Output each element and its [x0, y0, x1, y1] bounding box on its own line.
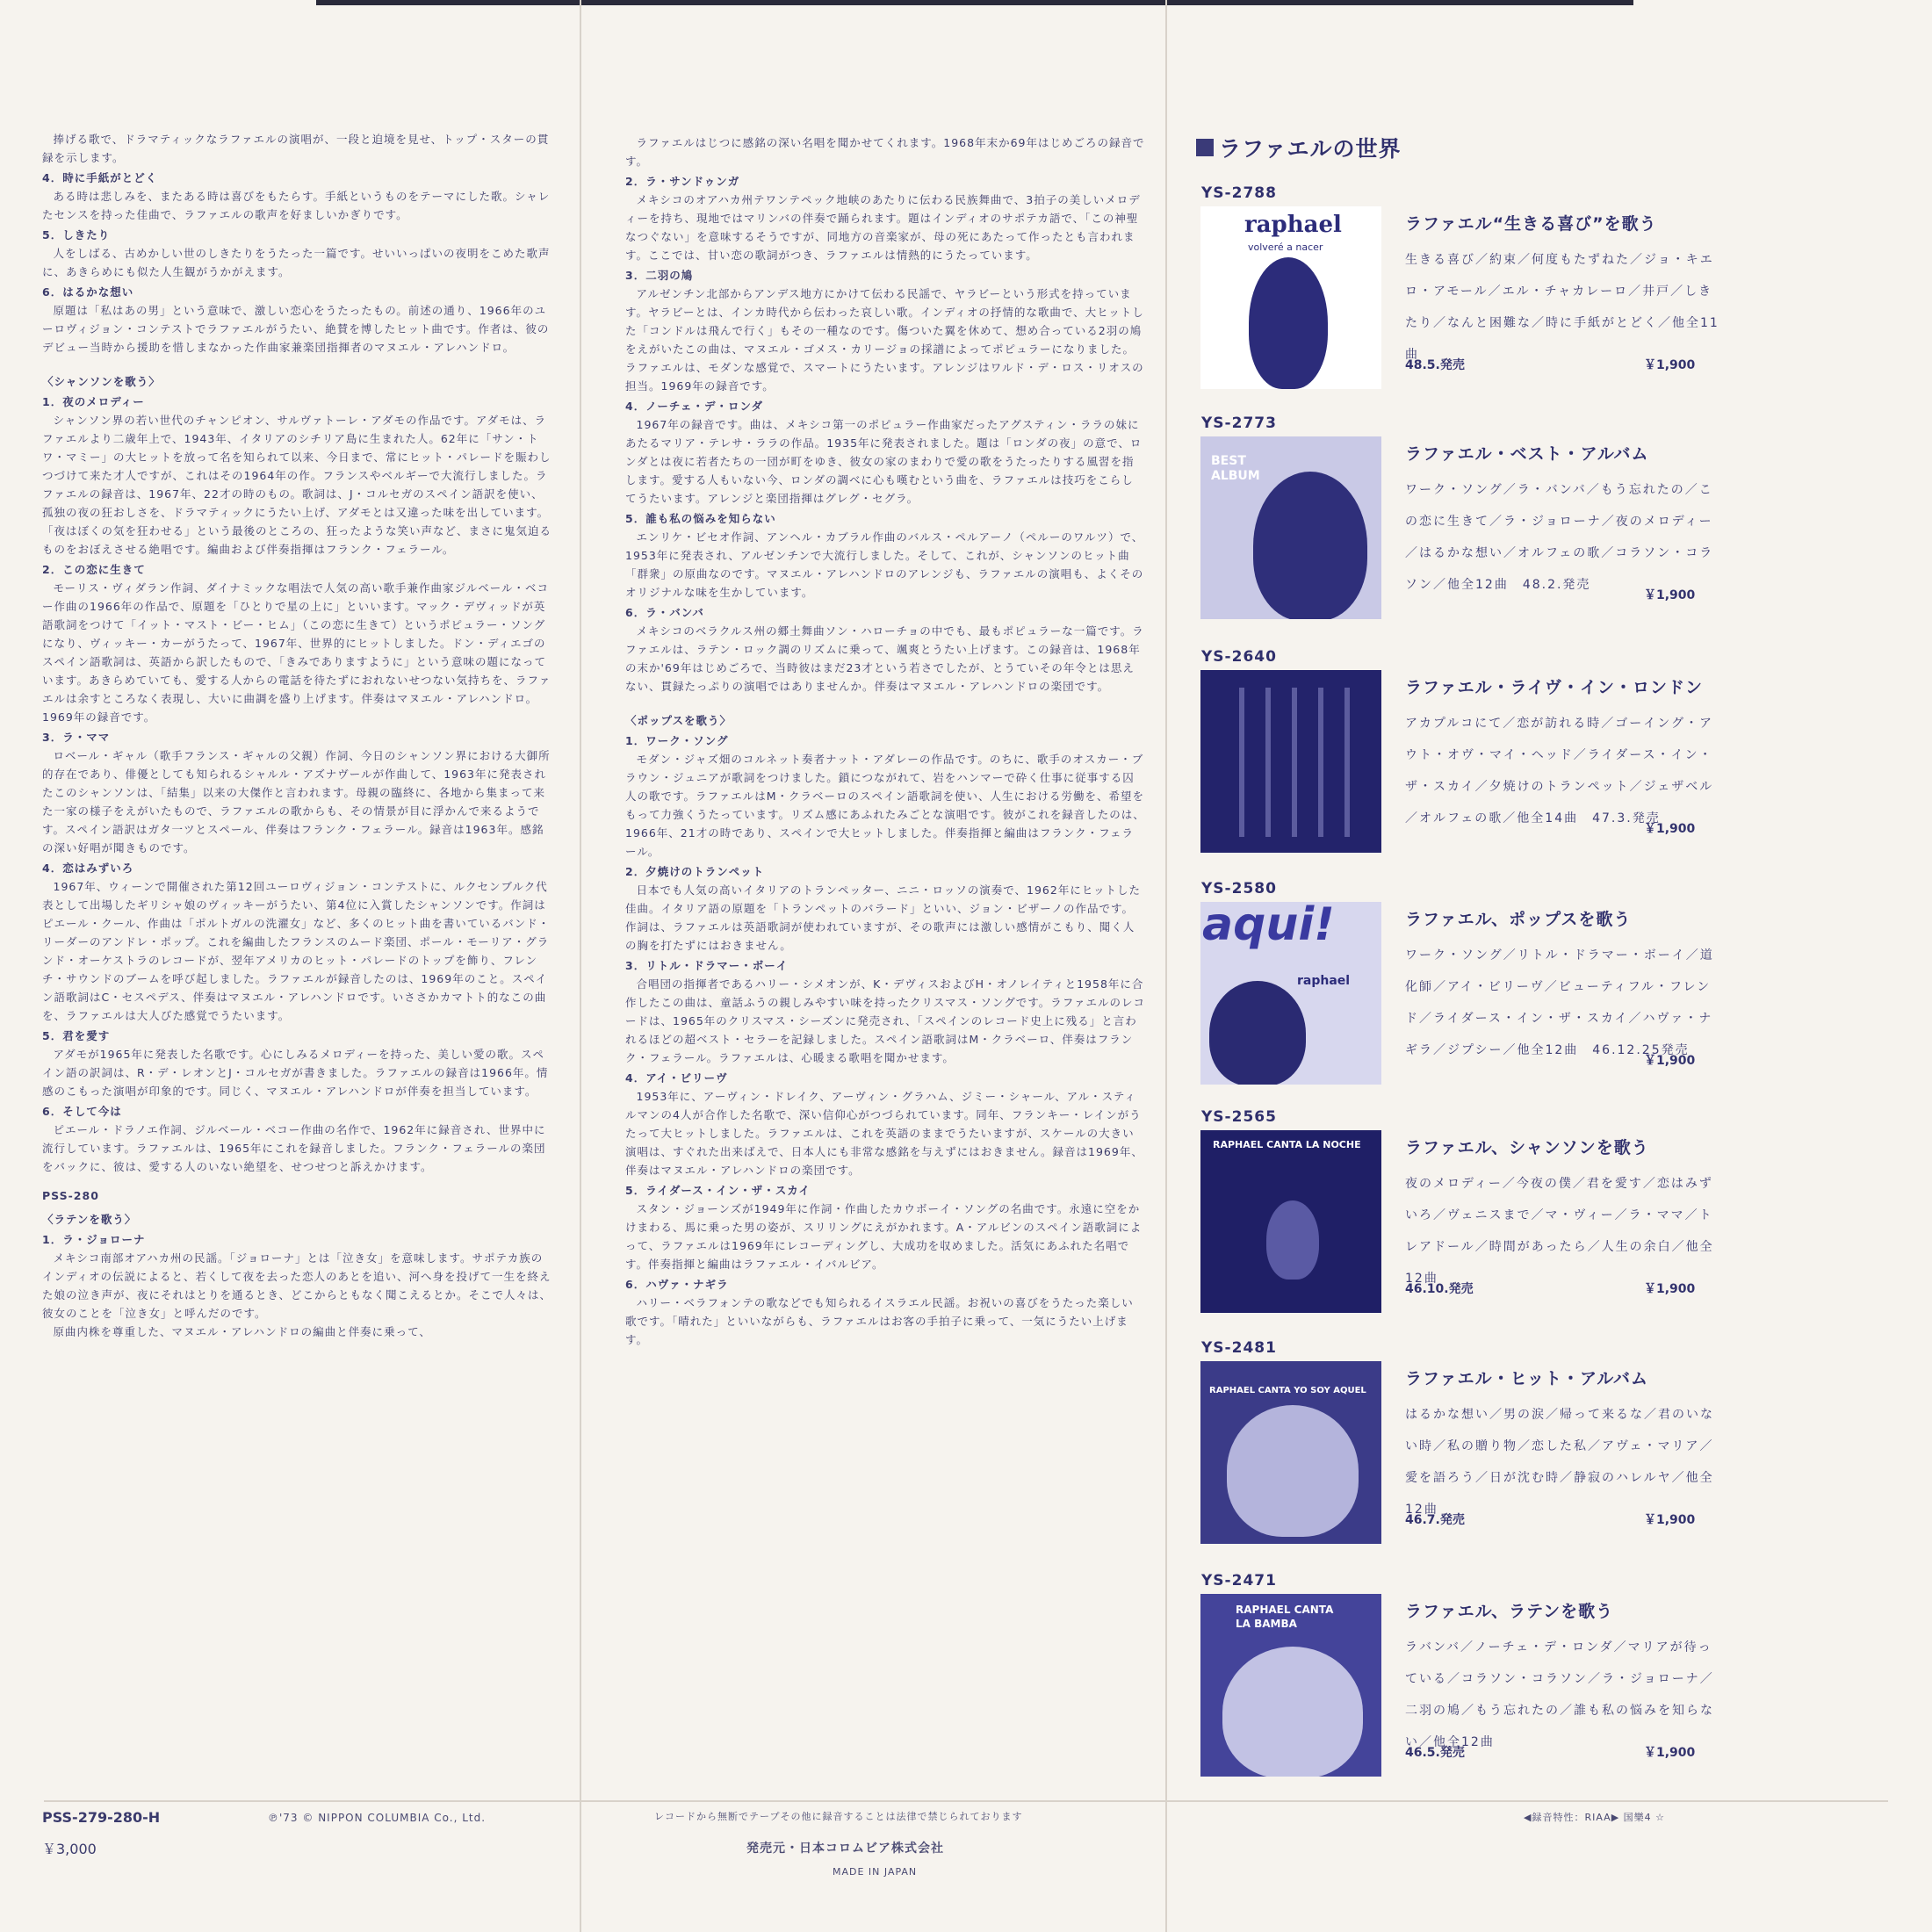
record-price: ￥3,000	[42, 1841, 97, 1857]
paragraph: ピエール・ドラノエ作詞、ジルベール・ベコー作曲の名作で、1962年に録音され、世界中に流行しています。ラファエルは、1965年にこれを録音しました。フランク・フェラールの楽団をバックに、彼は、愛する人のいない絶望を、せつせつと訴えかけます。	[42, 1123, 546, 1173]
album-cover	[1200, 670, 1381, 853]
artist-photo	[1227, 1405, 1359, 1537]
album-title: ラファエル・ベスト・アルバム	[1405, 444, 1649, 464]
cover-logo: raphael	[1244, 212, 1342, 238]
song-heading: 6．はるかな想い	[42, 285, 134, 299]
paragraph: メキシコ南部オアハカ州の民謡。「ジョローナ」とは「泣き女」を意味します。サポテカ族のインディオの伝説によると、若くして夜を去った恋人のあとを追い、河へ身を投げて一生を終えた娘の泣き声が、夜にそれはとりを通るとき、どこからともなく聞こえるとか。そこで人々は、彼女のことを「泣き女」と呼んだのです。	[42, 1251, 552, 1320]
paragraph: 原曲内株を尊重した、マヌエル・アレハンドロの編曲と伴奏に乗って、	[53, 1325, 431, 1338]
paragraph: モダン・ジャズ畑のコルネット奏者ナット・アダレーの作品です。のちに、歌手のオスカー・ブラウン・ジュニアが歌詞をつけました。鎖につながれて、岩をハンマーで砕く仕事に従事する囚人の歌です。ラファエルはM・クラベーロのスペイン語歌詞を使い、人生における労働を、希望をもって力強くうたっています。リズム感にあふれたみごとな演唱です。彼がこれを録音したのは、1966年、21才の時であり、スペインで大ヒットしました。伴奏指揮と編曲はフランク・フェラール。	[625, 753, 1145, 858]
album-cover	[1200, 902, 1381, 1085]
paragraph: ロベール・ギャル（歌手フランス・ギャルの父親）作詞、今日のシャンソン界における大御所的存在であり、俳優としても知られるシャルル・アズナヴールが作曲して、1963年に発表されたこのシャンソンは、「結集」以来の大傑作と言われます。母親の臨終に、各地から集まって来た一家の様子をえがいたもので、ラファエルの歌からも、その情景が目に浮かんで来るようです。スペイン語訳はガタ一ツとスペール、伴奏はフランク・フェラール。録音は1963年。感銘の深い好唱が聞きものです。	[42, 749, 551, 854]
album-entry	[1196, 648, 1723, 868]
cover-logo: RAPHAEL CANTA YO SOY AQUEL	[1209, 1386, 1366, 1395]
paragraph: 合唱団の指揮者であるハリー・シメオンが、K・デヴィスおよびH・オノレイティと1958年に合作したこの曲は、童話ふうの親しみやすい味を持ったクリスマス・ソングです。ラファエルのレコードは、1965年のクリスマス・シーズンに発売され、「スペインのレコード史上に残る」と言われるほどの超ベスト・セラーを記録しました。スペイン語歌詞はM・クラベーロ、伴奏はフランク・フェラール。ラファエルは、心暖まる歌唱を聞かせます。	[625, 977, 1145, 1064]
album-price: ￥1,900	[1644, 1282, 1696, 1296]
cover-subtitle: volveré a nacer	[1248, 242, 1323, 253]
column-divider-right	[1165, 0, 1167, 1932]
song-heading: 4．アイ・ビリーヴ	[625, 1071, 728, 1085]
album-code: YS-2640	[1201, 648, 1277, 666]
paragraph: メキシコのベラクルス州の郷土舞曲ソン・ハローチョの中でも、最もポピュラーな一篇です。ラファエルは、ラテン・ロック調のリズムに乗って、颯爽とうたい上げます。この録音は、1968年の末か'69年はじめごろで、当時彼はまだ23才という若さでしたが、とうていその年令とは思えない、貫録たっぷりの演唱ではありませんか。伴奏はマヌエル・アレハンドロの楽団です。	[625, 624, 1144, 693]
catalog-number: PSS-279-280-H	[42, 1809, 161, 1826]
album-cover	[1200, 1130, 1381, 1313]
footer-divider	[44, 1800, 1888, 1802]
paragraph: 人をしばる、古めかしい世のしきたりをうたった一篇です。せいいっぱいの夜明をこめた歌声に、あきらめにも似た人生観がうかがえます。	[42, 247, 551, 278]
album-entry	[1196, 1572, 1723, 1791]
album-title: ラファエル・ヒット・アルバム	[1405, 1369, 1648, 1388]
album-title: ラファエル、シャンソンを歌う	[1405, 1138, 1649, 1157]
paragraph: 1967年の録音です。曲は、メキシコ第一のポピュラー作曲家だったアグスティン・ララの妹にあたるマリア・テレサ・ララの作品。1935年に発表されました。題は「ロンダの夜」の意で、ロンダとは夜に若者たちの一団が町をゆき、彼女の家のまわりで愛の歌をうたったりする風習を指します。愛する人もいない今、ロンダの調べに心も嘆むという曲を、ラファエルは技巧をこらしてうたいます。アレンジと楽団指揮はグレグ・セグラ。	[625, 418, 1143, 505]
cover-logo: RAPHAEL CANTA LA NOCHE	[1213, 1139, 1361, 1150]
song-heading: 5．ライダース・イン・ザ・スカイ	[625, 1184, 811, 1197]
top-edge-bar	[316, 0, 1633, 5]
section-heading: 〈ラテンを歌う〉	[42, 1213, 137, 1226]
catalog-heading	[1196, 132, 1723, 163]
artist-photo	[1222, 1647, 1363, 1777]
cover-subtitle: raphael	[1297, 974, 1351, 988]
album-price: ￥1,900	[1644, 358, 1696, 372]
artist-photo	[1249, 257, 1328, 389]
paragraph: メキシコのオアハカ州テワンテペック地峡のあたりに伝わる民族舞曲で、3拍子の美しいメロディーを持ち、現地ではマリンバの伴奏で踊られます。題はインディオのサポテカ語で、「この神聖なつぐない」を意味するそうですが、同地方の音楽家が、母の死にあたって作ったとも言われます。ここでは、甘い恋の歌詞がつき、ラファエルは情熱的にうたっています。	[625, 193, 1141, 262]
side-code: PSS-280	[42, 1189, 99, 1202]
paragraph: エンリケ・ビセオ作詞、アンヘル・カブラル作曲のバルス・ペルアーノ（ペルーのワルツ）で、1953年に発表され、アルゼンチンで大流行しました。そして、これが、シャンソンのヒット曲「群衆」の原曲なのです。マヌエル・アレハンドロのアレンジも、ラファエルの演唱も、よくそのオリジナルな味を生かしています。	[625, 530, 1144, 599]
paragraph: スタン・ジョーンズが1949年に作詞・作曲したカウボーイ・ソングの名曲です。永遠に空をかけまわる、馬に乗った男の姿が、スリリングにえがかれます。A・アルビンのスペイン語歌詞によって、ラファエルは1969年にレコーディングし、大成功を収めました。活気にあふれた名唱です。伴奏指揮と編曲はラファエル・イバルビア。	[625, 1202, 1143, 1271]
liner-notes-middle-column	[625, 133, 1145, 1784]
paragraph: ハリー・ベラフォンテの歌などでも知られるイスラエル民謡。お祝いの喜びをうたった楽しい歌です。「晴れた」といいながらも、ラファエルはお客の手拍子に乗って、一気にうたい上げます。	[625, 1296, 1134, 1346]
column-divider-left	[580, 0, 581, 1932]
riaa-notice: ◀録音特性：RIAA▶ 国樂4 ☆	[1524, 1812, 1666, 1823]
album-entry	[1196, 184, 1723, 404]
album-cover	[1200, 206, 1381, 389]
album-code: YS-2471	[1201, 1572, 1277, 1590]
album-catalog	[1196, 132, 1723, 1800]
artist-photo	[1209, 981, 1306, 1085]
song-heading: 5．しきたり	[42, 228, 111, 242]
album-title: ラファエル、ポップスを歌う	[1405, 910, 1632, 929]
song-heading: 6．ハヴァ・ナギラ	[625, 1278, 729, 1291]
album-code: YS-2481	[1201, 1339, 1277, 1357]
song-heading: 6．そして今は	[42, 1105, 122, 1118]
album-cover	[1200, 1361, 1381, 1544]
album-cover	[1200, 1594, 1381, 1777]
album-code: YS-2565	[1201, 1108, 1277, 1126]
album-entry	[1196, 880, 1723, 1099]
song-heading: 6．ラ・バンバ	[625, 606, 704, 619]
song-heading: 3．リトル・ドラマー・ボーイ	[625, 959, 789, 972]
stage-photo	[1218, 688, 1367, 837]
album-entry	[1196, 1108, 1723, 1328]
album-code: YS-2773	[1201, 415, 1277, 432]
song-heading: 1．ラ・ジョローナ	[42, 1233, 146, 1246]
paragraph: 日本でも人気の高いイタリアのトランペッター、ニニ・ロッソの演奏で、1962年にヒットした佳曲。イタリア語の原題を「トランペットのバラード」といい、ジョン・ビザーノの作品です。作詞は、ラファエルは英語歌詞が使われていますが、その歌声には激しい感情がこもり、聞く人の胸を打たずにはおきません。	[625, 883, 1141, 952]
album-tracklist: はるかな想い／男の涙／帰って来るな／君のいない時／私の贈り物／恋した私／アヴェ・マリア／愛を語ろう／日が沈む時／静寂のハレルヤ／他全12曲	[1405, 1408, 1714, 1517]
artist-photo	[1253, 472, 1367, 619]
paragraph: シャンソン界の若い世代のチャンピオン、サルヴァトーレ・アダモの作品です。アダモは、ラファエルより二歳年上で、1943年、イタリアのシチリア島に生まれた人。62年に「サン・トワ・マミー」の大ヒットを放って名を知られて以来、今日まで、常にヒット・パレードを賑わしつづけて来た才人ですが、これはその1964年の作。フランスやベルギーで大流行しました。ラファエルの録音は、1967年、22才の時のもの。歌詞は、J・コルセガのスペイン語訳を使い、孤独の夜の狂おしさを、ドラマティックにうたい上げ、アダモとは又違った味を出しています。「夜はぼくの気を狂わせる」という最後のところの、狂ったような笑い声など、まさに鬼気迫るものをおぼえさせる絶唱です。編曲および伴奏指揮はフランク・フェラール。	[42, 414, 552, 556]
album-price: ￥1,900	[1644, 822, 1696, 836]
copy-warning: レコードから無断でテープその他に録音することは法律で禁じられております	[654, 1811, 1023, 1822]
made-in-label: MADE IN JAPAN	[833, 1866, 918, 1878]
album-tracklist: アカプルコにて／恋が訪れる時／ゴーイング・アウト・オヴ・マイ・ヘッド／ライダース・イン・ザ・スカイ／夕焼けのトランペット／ジェザベル／オルフェの歌／他全14曲 47.3.発売	[1405, 717, 1714, 825]
cover-logo: aqui!	[1202, 902, 1335, 951]
distributor: 発売元・日本コロムビア株式会社	[746, 1842, 944, 1856]
song-heading: 1．ワーク・ソング	[625, 734, 729, 747]
album-tracklist: ワーク・ソング／ラ・バンバ／もう忘れたの／この恋に生きて／ラ・ジョローナ／夜のメロディー／はるかな想い／オルフェの歌／コラソン・コラソン／他全12曲 48.2.発売	[1405, 483, 1714, 592]
song-heading: 3．二羽の鳩	[625, 269, 694, 282]
album-cover	[1200, 436, 1381, 619]
paragraph: 1967年、ウィーンで開催された第12回ユーロヴィジョン・コンテストに、ルクセンブルク代表として出場したギリシャ娘のヴィッキーがうたい、第4位に入賞したシャンソンです。作詞はピエール・クール、作曲は「ポルトガルの洗濯女」など、多くのヒット曲を書いているバンド・リーダーのアンドレ・ポップ。これを編曲したフランスのムード楽団、ポール・モーリア・グランド・オーケストラのレコードが、翌年アメリカのヒット・パレードのトップを飾り、フレンチ・サウンドのブームを呼び起しました。ラファエルが録音したのは、1969年のこと。スペイン語歌詞はC・セスペデス、伴奏はマヌエル・アレハンドロです。いささかカマトト的なこの曲を、ラファエルは大人びた感覚でうたいます。	[42, 880, 551, 1022]
song-heading: 1．夜のメロディー	[42, 395, 145, 408]
paragraph: 1953年に、アーヴィン・ドレイク、アーヴィン・グラハム、ジミー・シャール、アル・スティルマンの4人が合作した名歌で、深い信仰心がつづられています。同年、フランキー・レインがうたって大ヒットしました。ラファエルは、これを英語のままでうたいますが、スケールの大きい演唱は、すぐれた出来ばえで、日本人にも非常な感銘を与えずにはおきません。録音は1969年、伴奏はマヌエル・アレハンドロの楽団です。	[625, 1090, 1143, 1177]
song-heading: 4．時に手紙がとどく	[42, 171, 158, 184]
paragraph: 原題は「私はあの男」という意味で、激しい恋心をうたったもの。前述の通り、1966年のユーロヴィジョン・コンテストでラファエルがうたい、絶賛を博したヒット曲です。作者は、彼のデビュー当時から援助を惜しまなかった作曲家兼楽団指揮者のマヌエル・アレハンドロ。	[42, 304, 550, 354]
copyright-notice: ℗'73 © NIPPON COLUMBIA Co., Ltd.	[268, 1812, 487, 1824]
album-release-date: 48.5.発売	[1405, 358, 1465, 372]
album-entry	[1196, 1339, 1723, 1559]
album-code: YS-2580	[1201, 880, 1277, 898]
song-heading: 2．この恋に生きて	[42, 563, 146, 576]
paragraph: ラファエルはじつに感銘の深い名唱を聞かせてくれます。1968年末か69年はじめごろの録音です。	[625, 136, 1145, 168]
paragraph: ある時は悲しみを、またある時は喜びをもたらす。手紙というものをテーマにした歌。シャレたセンスを持った佳曲で、ラファエルの歌声を好ましいかぎりです。	[42, 190, 551, 221]
album-title: ラファエル・ライヴ・イン・ロンドン	[1405, 678, 1704, 697]
catalog-title-text: ラファエルの世界	[1219, 136, 1402, 162]
album-tracklist: 生きる喜び／約束／何度もたずねた／ジョ・キエロ・アモール／エル・チャカレーロ／井戸／しきたり／なんと困難な／時に手紙がとどく／他全11曲	[1405, 253, 1719, 362]
section-heading: 〈ポップスを歌う〉	[625, 714, 732, 727]
album-tracklist: 夜のメロディー／今夜の僕／君を愛す／恋はみずいろ／ヴェニスまで／マ・ヴィー／ラ・ママ／トレアドール／時間があったら／人生の余白／他全12曲	[1405, 1177, 1714, 1286]
paragraph: モーリス・ヴィダラン作詞、ダイナミックな唱法で人気の高い歌手兼作曲家ジルベール・ベコー作曲の1966年の作品で、原題を「ひとりで星の上に」といいます。マック・デヴィッドが英語歌詞をつけて「イット・マスト・ビー・ヒム」（この恋に生きて）というポピュラー・ソングになり、ヴィッキー・カーがうたって、1967年、世界的にヒットしました。ドン・ディエゴのスペイン語歌詞は、英語から訳したもので、「きみでありますように」という意味の題になっています。あきらめていても、愛する人からの電話を待たずにおれないせつない気持ちを、ラファエルは余すところなく表現し、大いに曲調を盛り上げます。伴奏はマヌエル・アレハンドロ。1969年の録音です。	[42, 581, 551, 724]
song-heading: 5．君を愛す	[42, 1029, 111, 1042]
album-code: YS-2788	[1201, 184, 1277, 202]
section-heading: 〈シャンソンを歌う〉	[42, 375, 161, 388]
album-tracklist: ラバンバ／ノーチェ・デ・ロンダ／マリアが待っている／コラソン・コラソン／ラ・ジョローナ／二羽の鳩／もう忘れたの／誰も私の悩みを知らない／他全12曲	[1405, 1640, 1714, 1749]
paragraph: アダモが1965年に発表した名歌です。心にしみるメロディーを持った、美しい愛の歌。スペイン語の訳詞は、R・デ・レオンとJ・コルセガが書きました。ラファエルの録音は1966年。情感のこもった演唱が印象的です。同じく、マヌエル・アレハンドロが伴奏を担当しています。	[42, 1048, 549, 1098]
album-release-date: 46.7.発売	[1405, 1513, 1465, 1527]
album-tracklist: ワーク・ソング／リトル・ドラマー・ボーイ／道化師／アイ・ビリーヴ／ビューティフル・フレンド／ライダース・イン・ザ・スカイ／ハヴァ・ナギラ／ジプシー／他全12曲 46.12.25発売	[1405, 948, 1714, 1057]
album-release-date: 46.5.発売	[1405, 1746, 1465, 1760]
cover-logo: BEST ALBUM	[1211, 454, 1260, 483]
paragraph: アルゼンチン北部からアンデス地方にかけて伝わる民謡で、ヤラビーという形式を持っています。ヤラビーとは、インカ時代から伝わった哀しい歌。インディオの抒情的な歌曲で、大ヒットした「コンドルは飛んで行く」もその一種なのです。傷ついた翼を休めて、想め合っている2羽の鳩をえがいたこの曲は、マヌエル・ゴメス・カリージョの採譜によってポピュラーになりました。ラファエルは、モダンな感覚で、スマートにうたいます。アレンジはワルド・デ・ロス・リオスの担当。1969年の録音です。	[625, 287, 1144, 393]
song-heading: 4．恋はみずいろ	[42, 861, 134, 875]
cover-logo: RAPHAEL CANTA LA BAMBA	[1236, 1604, 1334, 1630]
album-price: ￥1,900	[1644, 588, 1696, 602]
song-heading: 4．ノーチェ・デ・ロンダ	[625, 400, 763, 413]
album-entry	[1196, 415, 1723, 634]
song-heading: 2．夕焼けのトランペット	[625, 865, 765, 878]
square-bullet-icon	[1196, 139, 1214, 156]
song-heading: 5．誰も私の悩みを知らない	[625, 512, 776, 525]
album-title: ラファエル“生きる喜び”を歌う	[1405, 214, 1657, 234]
album-title: ラファエル、ラテンを歌う	[1405, 1602, 1614, 1621]
album-price: ￥1,900	[1644, 1746, 1696, 1760]
song-heading: 3．ラ・ママ	[42, 731, 111, 744]
paragraph: 捧げる歌で、ドラマティックなラファエルの演唱が、一段と迫境を見せ、トップ・スターの貫録を示します。	[42, 133, 550, 164]
song-heading: 2．ラ・サンドゥンガ	[625, 175, 740, 188]
album-price: ￥1,900	[1644, 1513, 1696, 1527]
album-price: ￥1,900	[1644, 1054, 1696, 1068]
album-release-date: 46.10.発売	[1405, 1282, 1474, 1296]
artist-photo	[1266, 1200, 1319, 1280]
liner-notes-left-column	[42, 130, 553, 1790]
